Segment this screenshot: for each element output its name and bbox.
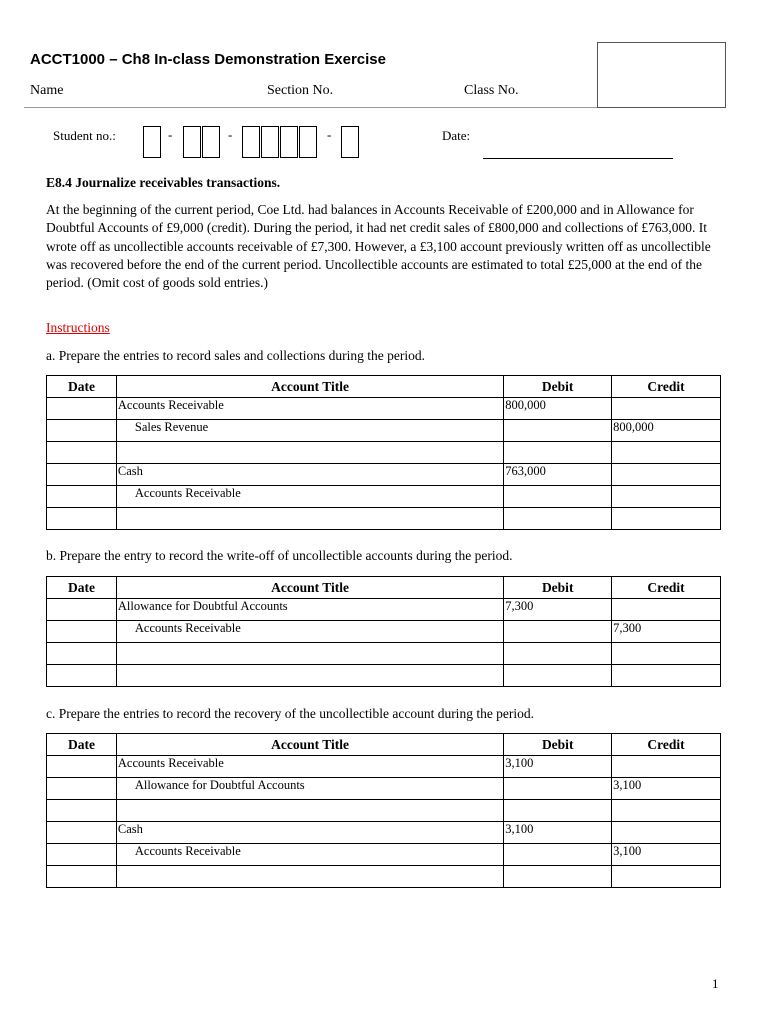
separator: - [228,127,233,142]
journal-table-a [46,375,721,530]
credit-cell[interactable] [612,398,721,420]
debit-cell[interactable]: 763,000 [504,464,612,486]
section-label: Section No. [267,83,334,98]
class-label: Class No. [464,83,519,98]
digit-box[interactable] [242,126,260,158]
debit-cell[interactable]: 800,000 [504,398,612,420]
debit-cell[interactable] [504,844,612,866]
table-row [47,508,721,530]
date-column-header: Date [47,376,117,398]
digit-box[interactable] [143,126,161,158]
debit-cell[interactable] [504,643,612,665]
account-column-header: Account Title [116,376,503,398]
name-label: Name [30,83,64,98]
date-cell[interactable] [47,822,117,844]
table-row [47,420,721,442]
account-cell[interactable] [116,442,503,464]
table-row [47,822,721,844]
table-row [47,665,721,687]
digit-box[interactable] [261,126,279,158]
debit-cell[interactable] [504,800,612,822]
date-cell[interactable] [47,756,117,778]
credit-cell[interactable] [612,866,721,888]
credit-cell[interactable] [612,756,721,778]
date-cell[interactable] [47,599,117,621]
debit-cell[interactable] [504,665,612,687]
account-cell[interactable]: Accounts Receivable [116,621,503,643]
part-b-prompt: b. Prepare the entry to record the write-off of uncollectible accounts during the period. [46,548,513,563]
debit-cell[interactable]: 3,100 [504,822,612,844]
date-cell[interactable] [47,398,117,420]
journal-table-c [46,733,721,888]
account-cell[interactable]: Allowance for Doubtful Accounts [116,778,503,800]
debit-cell[interactable] [504,420,612,442]
date-column-header: Date [47,734,117,756]
account-cell[interactable] [116,508,503,530]
account-cell[interactable]: Accounts Receivable [116,756,503,778]
credit-cell[interactable] [612,442,721,464]
separator: - [327,127,332,142]
table-row [47,844,721,866]
debit-cell[interactable]: 7,300 [504,599,612,621]
credit-cell[interactable] [612,665,721,687]
separator: - [168,127,173,142]
table-row [47,599,721,621]
date-cell[interactable] [47,464,117,486]
credit-cell[interactable]: 800,000 [612,420,721,442]
date-field[interactable] [483,158,673,159]
debit-cell[interactable] [504,486,612,508]
table-row [47,486,721,508]
credit-column-header: Credit [612,577,721,599]
table-row [47,800,721,822]
journal-table-b [46,576,721,687]
student-no-label: Student no.: [53,128,116,143]
date-cell[interactable] [47,643,117,665]
table-header-row [47,376,721,398]
table-row [47,756,721,778]
exercise-description: At the beginning of the current period, Coe Ltd. had balances in Accounts Receivable of £200,000 and in Allowance for Doubtful Accounts of £9,000 (credit). During the period, it had net credit sales of £800,000 and collections of £763,000. It wrote off as uncollectible accounts receivable of £7,300. However, a £3,100 account previously written off as uncollectible was recovered before the end of the current period. Uncollectible accounts are estimated to total £25,000 at the end of the period. (Omit cost of goods sold entries.) [46,202,711,291]
date-cell[interactable] [47,866,117,888]
debit-cell[interactable] [504,508,612,530]
date-cell[interactable] [47,800,117,822]
debit-column-header: Debit [504,577,612,599]
date-cell[interactable] [47,665,117,687]
marks-box [597,42,726,108]
credit-cell[interactable] [612,822,721,844]
credit-cell[interactable] [612,464,721,486]
digit-box[interactable] [202,126,220,158]
date-cell[interactable] [47,420,117,442]
date-cell[interactable] [47,442,117,464]
debit-cell[interactable] [504,778,612,800]
table-row [47,464,721,486]
account-cell[interactable]: Cash [116,822,503,844]
table-row [47,866,721,888]
credit-cell[interactable]: 3,100 [612,844,721,866]
account-cell[interactable]: Allowance for Doubtful Accounts [116,599,503,621]
date-cell[interactable] [47,508,117,530]
account-cell[interactable]: Accounts Receivable [116,398,503,420]
credit-column-header: Credit [612,734,721,756]
account-column-header: Account Title [116,577,503,599]
table-row [47,398,721,420]
account-cell[interactable] [116,800,503,822]
digit-box[interactable] [280,126,298,158]
table-row [47,643,721,665]
credit-cell[interactable] [612,508,721,530]
table-header-row [47,577,721,599]
instructions-heading: Instructions [46,320,110,335]
credit-cell[interactable]: 7,300 [612,621,721,643]
credit-cell[interactable] [612,643,721,665]
account-cell[interactable] [116,866,503,888]
credit-cell[interactable]: 3,100 [612,778,721,800]
date-label: Date: [442,128,471,143]
debit-cell[interactable] [504,621,612,643]
account-cell[interactable]: Sales Revenue [116,420,503,442]
table-row [47,778,721,800]
date-cell[interactable] [47,844,117,866]
date-cell[interactable] [47,621,117,643]
account-cell[interactable]: Cash [116,464,503,486]
debit-cell[interactable] [504,442,612,464]
account-cell[interactable] [116,643,503,665]
credit-cell[interactable] [612,800,721,822]
digit-box[interactable] [299,126,317,158]
credit-cell[interactable] [612,486,721,508]
digit-box[interactable] [183,126,201,158]
digit-box[interactable] [341,126,359,158]
page-number: 1 [712,976,719,991]
credit-column-header: Credit [612,376,721,398]
credit-cell[interactable] [612,599,721,621]
header-divider [24,107,597,108]
date-cell[interactable] [47,486,117,508]
account-cell[interactable]: Accounts Receivable [116,844,503,866]
date-cell[interactable] [47,778,117,800]
date-column-header: Date [47,577,117,599]
table-header-row [47,734,721,756]
part-a-prompt: a. Prepare the entries to record sales and collections during the period. [46,348,425,363]
account-cell[interactable]: Accounts Receivable [116,486,503,508]
page-title: ACCT1000 – Ch8 In-class Demonstration Exercise [30,51,386,68]
exercise-title: E8.4 Journalize receivables transactions. [46,175,281,190]
debit-cell[interactable] [504,866,612,888]
account-column-header: Account Title [116,734,503,756]
account-cell[interactable] [116,665,503,687]
part-c-prompt: c. Prepare the entries to record the recovery of the uncollectible account during the period. [46,706,535,721]
debit-column-header: Debit [504,734,612,756]
table-row [47,621,721,643]
debit-column-header: Debit [504,376,612,398]
table-row [47,442,721,464]
debit-cell[interactable]: 3,100 [504,756,612,778]
